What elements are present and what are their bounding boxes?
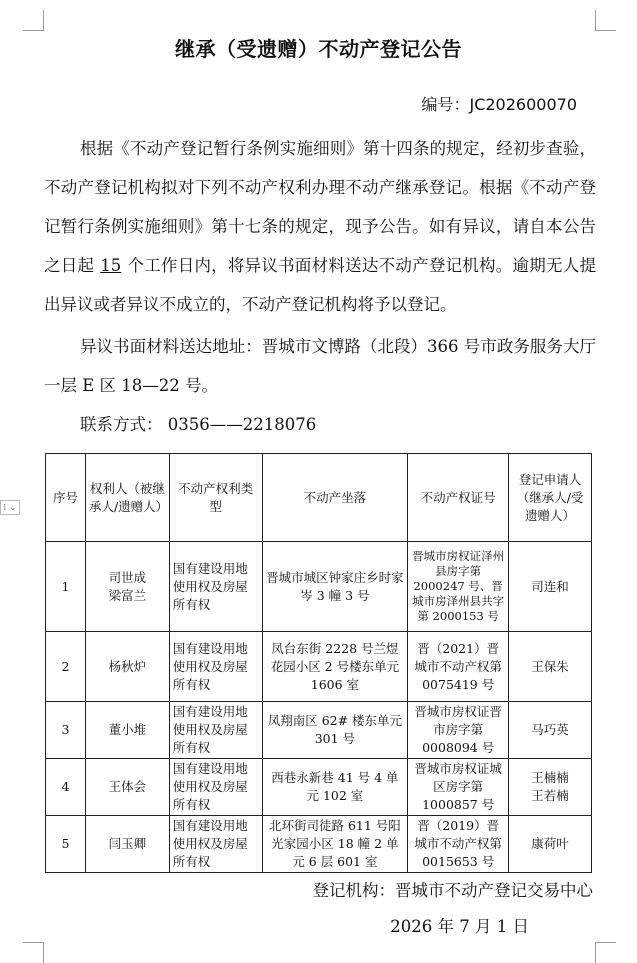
- cell-cert: 晋城市房权证泽州县房字第2000247 号、晋城市房泽州县共字第 2000153 号: [408, 542, 509, 632]
- cell-location: 北环街司徒路 611 号阳光家园小区 18 幢 2 单元 6 层 601 室: [262, 816, 408, 873]
- cell-cert: 晋（2019）晋城市不动产权第 0015653 号: [408, 816, 509, 873]
- cell-holder: [85, 542, 169, 632]
- registration-table: [45, 453, 592, 873]
- header-location: 不动产坐落: [262, 454, 408, 542]
- objection-address-paragraph: 异议书面材料送达地址：晋城市文博路（北段）366 号市政务服务大厅一层 E 区 18—22 号。: [44, 337, 596, 395]
- cell-type: 国有建设用地使用权及房屋所有权: [169, 632, 262, 702]
- cell-cert: 晋城市房权证晋市房字第0008094 号: [408, 702, 509, 759]
- applicant-name: 王楠楠 王若楠: [531, 770, 569, 803]
- cell-applicant: 康荷叶: [509, 816, 592, 873]
- notice-paragraph: [44, 129, 596, 324]
- cell-holder: 王体会: [85, 759, 169, 816]
- header-no: 序号: [46, 454, 86, 542]
- crop-mark-top-left: [23, 10, 44, 31]
- cell-location: 凤翔南区 62# 楼东单元 301 号: [262, 702, 408, 759]
- notice-text-before: 根据《不动产登记暂行条例实施细则》第十四条的规定，经初步查验，不动产登记机构拟对下列不动产权利办理不动产继承登记。根据《不动产登记暂行条例实施细则》第十七条的规定，现予公告。如有异议，请自本公告之日起: [44, 139, 596, 275]
- cell-type: 国有建设用地使用权及房屋所有权: [169, 816, 262, 873]
- cell-no: 2: [46, 632, 86, 702]
- notice-date: 2026 年 7 月 1 日: [390, 917, 529, 936]
- cell-type: 国有建设用地使用权及房屋所有权: [169, 702, 262, 759]
- objection-days: 15: [100, 256, 122, 275]
- cell-cert: 晋城市房权证城区房字第1000857 号: [408, 759, 509, 816]
- crop-mark-top-right: [595, 10, 616, 31]
- table-row: [46, 816, 592, 873]
- table-row: [46, 759, 592, 816]
- header-holder: 权利人（被继承人/遗赠人）: [85, 454, 169, 542]
- document-title: 继承（受遗赠）不动产登记公告: [175, 37, 462, 61]
- cell-holder: 杨秋炉: [85, 632, 169, 702]
- cell-no: 5: [46, 816, 86, 873]
- cell-applicant: 王保朱: [509, 632, 592, 702]
- cell-applicant: 马巧英: [509, 702, 592, 759]
- holder-name: 司世成 梁富兰: [108, 569, 147, 603]
- cell-type: 国有建设用地使用权及房屋所有权: [169, 759, 262, 816]
- notice-text-after: 个工作日内，将异议书面材料送达不动产登记机构。逾期无人提出异议或者异议不成立的，不动产登记机构将予以登记。: [44, 256, 597, 314]
- header-cert: 不动产权证号: [408, 454, 509, 542]
- cell-applicant: [509, 759, 592, 816]
- cell-location: 晋城市城区钟家庄乡时家岑 3 幢 3 号: [262, 542, 408, 632]
- cell-applicant: 司连和: [509, 542, 592, 632]
- contact-info: 联系方式： 0356——2218076: [80, 415, 317, 434]
- table-row: [46, 632, 592, 702]
- cell-location: 凤台东街 2228 号兰煜花园小区 2 号楼东单元 1606 室: [262, 632, 408, 702]
- cell-no: 4: [46, 759, 86, 816]
- registration-authority: 登记机构：晋城市不动产登记交易中心: [312, 881, 593, 900]
- cell-cert: 晋（2021）晋城市不动产权第 0075419 号: [408, 632, 509, 702]
- table-row: [46, 702, 592, 759]
- cell-no: 1: [46, 542, 86, 632]
- cell-no: 3: [46, 702, 86, 759]
- cell-holder: 董小堆: [85, 702, 169, 759]
- header-type: 不动产权利类型: [169, 454, 262, 542]
- table-handle-icon[interactable]: ⁞ ⌄: [0, 500, 20, 515]
- table-row: [46, 542, 592, 632]
- cell-type: 国有建设用地使用权及房屋所有权: [169, 542, 262, 632]
- document-number: 编号：JC202600070: [421, 95, 577, 114]
- header-applicant: 登记申请人（继承人/受遗赠人）: [509, 454, 592, 542]
- cell-holder: 闫玉卿: [85, 816, 169, 873]
- table-header-row: [46, 454, 592, 542]
- cell-location: 西巷永新巷 41 号 4 单元 102 室: [262, 759, 408, 816]
